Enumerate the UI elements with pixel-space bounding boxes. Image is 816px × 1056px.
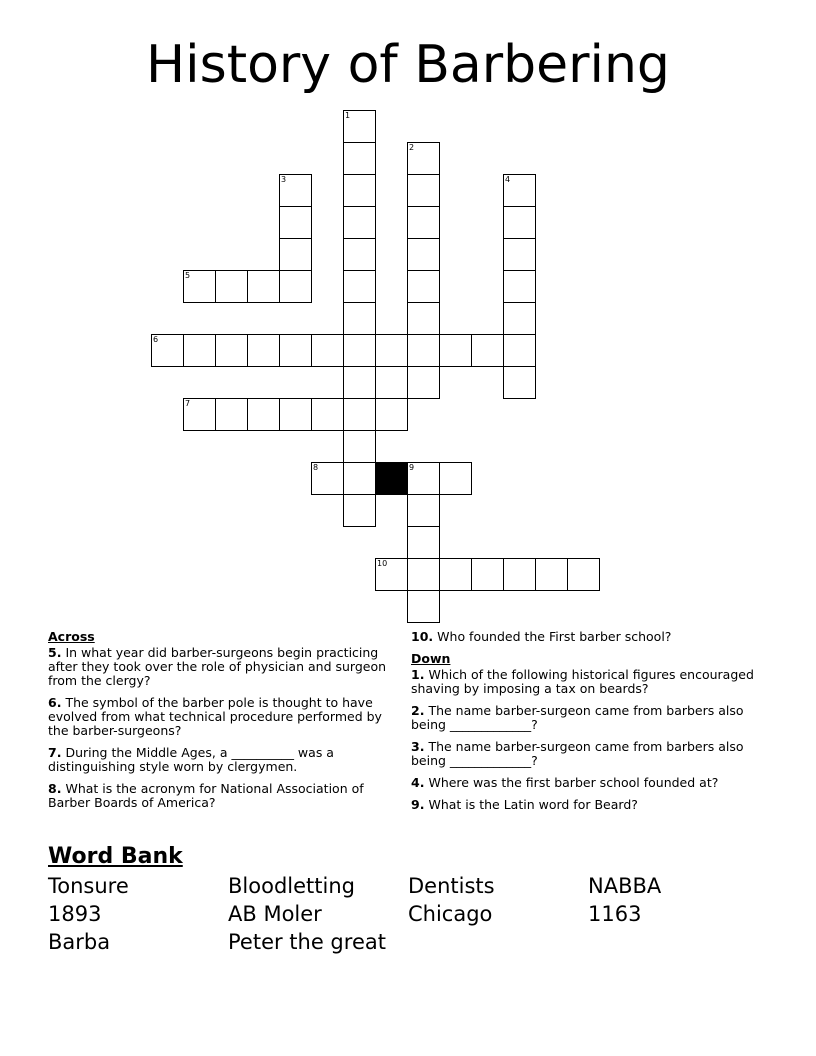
black-cell xyxy=(375,462,408,495)
clue-text: Where was the first barber school founded at? xyxy=(428,775,719,790)
crossword-cell[interactable] xyxy=(343,206,376,239)
crossword-cell[interactable] xyxy=(471,558,504,591)
word-bank-item: Chicago xyxy=(408,902,493,926)
clue-number: 8. xyxy=(48,781,62,796)
crossword-cell[interactable] xyxy=(503,558,536,591)
crossword-cell[interactable] xyxy=(407,526,440,559)
clue-number: 3. xyxy=(411,739,425,754)
word-bank-item: Tonsure xyxy=(48,874,129,898)
crossword-cell[interactable] xyxy=(503,174,536,207)
crossword-cell[interactable] xyxy=(343,462,376,495)
word-bank-list xyxy=(48,872,768,956)
clue-number: 7. xyxy=(48,745,62,760)
down-heading: Down xyxy=(411,651,451,666)
clue-number-label: 2 xyxy=(409,143,415,152)
crossword-cell[interactable] xyxy=(343,366,376,399)
clue-text: What is the acronym for National Association of Barber Boards of America? xyxy=(48,781,364,810)
word-bank-item: AB Moler xyxy=(228,902,322,926)
clue-across-7 xyxy=(48,746,398,774)
crossword-cell[interactable] xyxy=(311,334,344,367)
clue-down-4 xyxy=(411,776,761,790)
crossword-cell[interactable] xyxy=(535,558,568,591)
clue-text: During the Middle Ages, a __________ was a distinguishing style worn by clergymen. xyxy=(48,745,334,774)
clue-number: 5. xyxy=(48,645,62,660)
crossword-cell[interactable] xyxy=(247,334,280,367)
clue-number: 6. xyxy=(48,695,62,710)
crossword-cell[interactable] xyxy=(471,334,504,367)
clue-number-label: 1 xyxy=(345,111,351,120)
crossword-cell[interactable] xyxy=(343,430,376,463)
crossword-cell[interactable] xyxy=(343,494,376,527)
crossword-cell[interactable] xyxy=(343,302,376,335)
crossword-cell[interactable] xyxy=(407,366,440,399)
crossword-cell[interactable] xyxy=(503,206,536,239)
word-bank-item: Bloodletting xyxy=(228,874,355,898)
crossword-cell[interactable] xyxy=(503,238,536,271)
clue-number: 9. xyxy=(411,797,425,812)
clue-text: The name barber-surgeon came from barbers also being _____________? xyxy=(411,739,744,768)
crossword-cell[interactable] xyxy=(503,302,536,335)
word-bank-item: 1893 xyxy=(48,902,102,926)
crossword-cell[interactable] xyxy=(311,398,344,431)
crossword-cell[interactable] xyxy=(311,462,344,495)
clue-number: 10. xyxy=(411,629,434,644)
clue-text: The name barber-surgeon came from barbers also being _____________? xyxy=(411,703,744,732)
crossword-cell[interactable] xyxy=(279,238,312,271)
crossword-cell[interactable] xyxy=(343,270,376,303)
clue-down-3 xyxy=(411,740,761,768)
crossword-cell[interactable] xyxy=(407,334,440,367)
crossword-cell[interactable] xyxy=(343,110,376,143)
crossword-cell[interactable] xyxy=(279,334,312,367)
clue-number: 4. xyxy=(411,775,425,790)
crossword-cell[interactable] xyxy=(407,270,440,303)
crossword-cell[interactable] xyxy=(183,334,216,367)
crossword-cell[interactable] xyxy=(439,334,472,367)
crossword-cell[interactable] xyxy=(151,334,184,367)
crossword-cell[interactable] xyxy=(215,334,248,367)
page-title: History of Barbering xyxy=(146,35,670,95)
crossword-cell[interactable] xyxy=(407,238,440,271)
clue-number-label: 9 xyxy=(409,463,415,472)
clue-text: Who founded the First barber school? xyxy=(437,629,672,644)
crossword-cell[interactable] xyxy=(343,174,376,207)
crossword-cell[interactable] xyxy=(343,398,376,431)
crossword-cell[interactable] xyxy=(183,270,216,303)
clues-left-column xyxy=(48,630,398,818)
crossword-cell[interactable] xyxy=(503,366,536,399)
across-heading: Across xyxy=(48,629,95,644)
clue-number-label: 4 xyxy=(505,175,511,184)
clue-text: In what year did barber-surgeons begin practicing after they took over the role of physician and surgeon from the clergy? xyxy=(48,645,387,688)
clue-number-label: 8 xyxy=(313,463,319,472)
clues-right-column xyxy=(411,630,761,820)
crossword-cell[interactable] xyxy=(343,334,376,367)
crossword-cell[interactable] xyxy=(407,302,440,335)
clue-across-5 xyxy=(48,646,398,688)
clue-text: The symbol of the barber pole is thought to have evolved from what technical procedure performed by the barber-surgeons? xyxy=(48,695,382,738)
crossword-cell[interactable] xyxy=(279,174,312,207)
crossword-cell[interactable] xyxy=(407,494,440,527)
clue-down-1 xyxy=(411,668,761,696)
crossword-cell[interactable] xyxy=(503,334,536,367)
crossword-cell[interactable] xyxy=(343,238,376,271)
clue-text: What is the Latin word for Beard? xyxy=(428,797,638,812)
clue-number-label: 10 xyxy=(377,559,388,568)
crossword-cell[interactable] xyxy=(407,590,440,623)
clue-number-label: 7 xyxy=(185,399,191,408)
clue-number-label: 5 xyxy=(185,271,191,280)
crossword-cell[interactable] xyxy=(407,462,440,495)
crossword-cell[interactable] xyxy=(439,558,472,591)
clue-number-label: 3 xyxy=(281,175,287,184)
crossword-cell[interactable] xyxy=(407,206,440,239)
clue-text: Which of the following historical figures encouraged shaving by imposing a tax on beards? xyxy=(411,667,754,696)
crossword-cell[interactable] xyxy=(407,174,440,207)
crossword-cell[interactable] xyxy=(439,462,472,495)
crossword-cell[interactable] xyxy=(375,334,408,367)
crossword-cell[interactable] xyxy=(503,270,536,303)
crossword-cell[interactable] xyxy=(375,398,408,431)
clue-down-9 xyxy=(411,798,761,812)
clue-across-10 xyxy=(411,630,761,644)
clue-across-6 xyxy=(48,696,398,738)
crossword-cell[interactable] xyxy=(407,558,440,591)
crossword-cell[interactable] xyxy=(247,398,280,431)
crossword-cell[interactable] xyxy=(247,270,280,303)
clue-number: 2. xyxy=(411,703,425,718)
word-bank xyxy=(48,842,768,956)
crossword-cell[interactable] xyxy=(567,558,600,591)
word-bank-item: Peter the great xyxy=(228,930,386,954)
crossword-cell[interactable] xyxy=(279,398,312,431)
crossword-cell[interactable] xyxy=(343,142,376,175)
crossword-cell[interactable] xyxy=(183,398,216,431)
crossword-cell[interactable] xyxy=(279,206,312,239)
crossword-cell[interactable] xyxy=(215,398,248,431)
word-bank-item: Dentists xyxy=(408,874,495,898)
crossword-cell[interactable] xyxy=(375,558,408,591)
clue-down-2 xyxy=(411,704,761,732)
clue-number-label: 6 xyxy=(153,335,159,344)
word-bank-item: 1163 xyxy=(588,902,642,926)
crossword-cell[interactable] xyxy=(279,270,312,303)
crossword-cell[interactable] xyxy=(215,270,248,303)
word-bank-title: Word Bank xyxy=(48,844,183,869)
crossword-cell[interactable] xyxy=(407,142,440,175)
clue-number: 1. xyxy=(411,667,425,682)
word-bank-item: NABBA xyxy=(588,874,662,898)
clue-across-8 xyxy=(48,782,398,810)
word-bank-item: Barba xyxy=(48,930,111,954)
